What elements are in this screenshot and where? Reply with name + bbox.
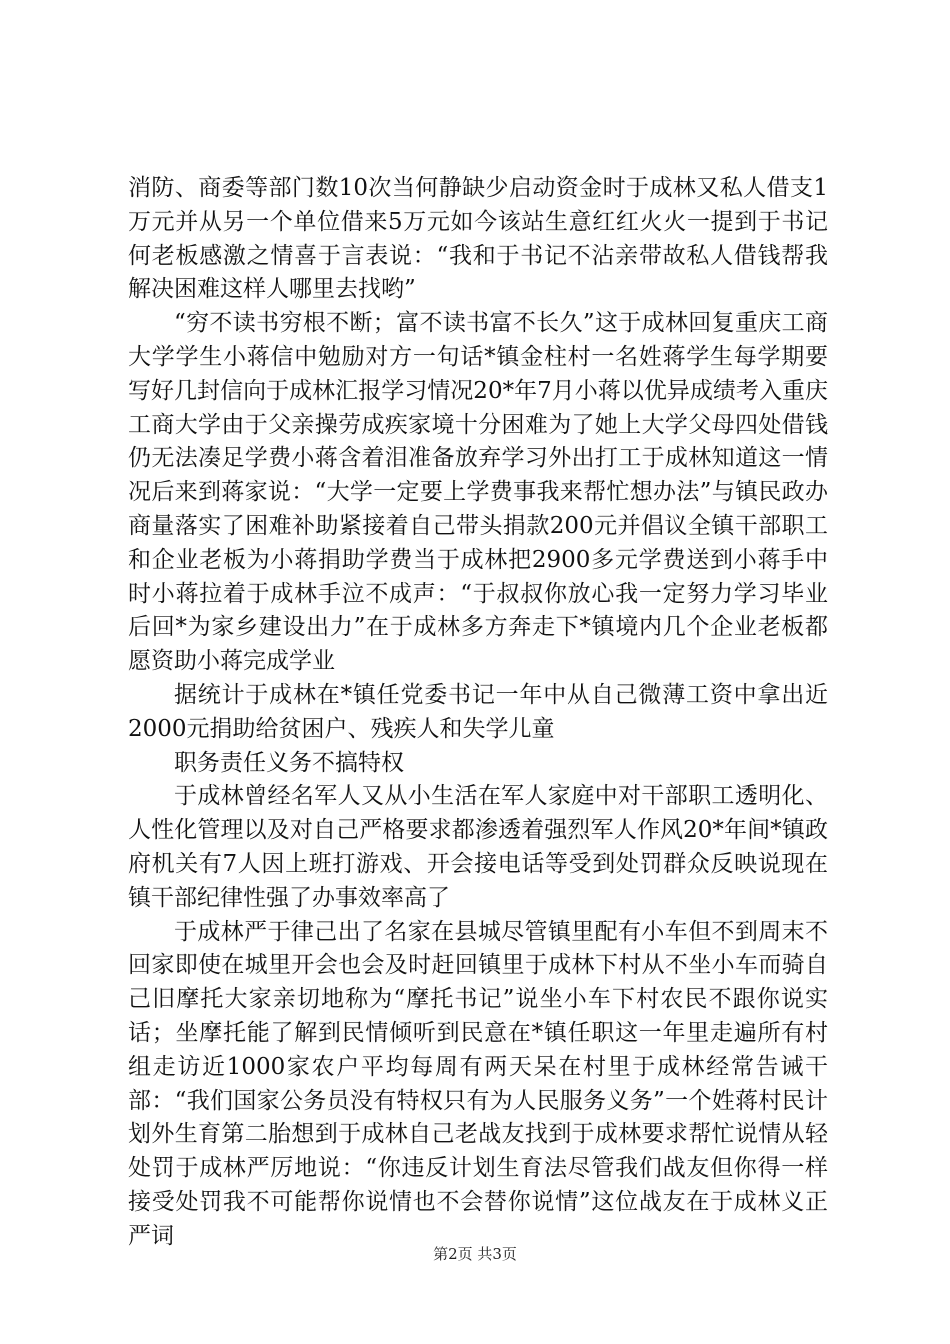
- paragraph-2: “穷不读书穷根不断；富不读书富不长久”这于成林回复重庆工商大学学生小蒋信中勉励对方一句话*镇金柱村一名姓蒋学生每学期要写好几封信向于成林汇报学习情况20*年7月小蒋以优异成绩考入重庆工商大学由于父亲操劳成疾家境十分困难为了她上大学父母四处借钱仍无法凑足学费小蒋含着泪准备放弃学习外出打工于成林知道这一情况后来到蒋家说：“大学一定要上学费事我来帮忙想办法”与镇民政办商量落实了困难补助紧接着自己带头捐款200元并倡议全镇干部职工和企业老板为小蒋捐助学费当于成林把2900多元学费送到小蒋手中时小蒋拉着于成林手泣不成声：“于叔叔你放心我一定努力学习毕业后回*为家乡建设出力”在于成林多方奔走下*镇境内几个企业老板都愿资助小蒋完成学业: [128, 310, 828, 675]
- paragraph-5: 于成林严于律己出了名家在县城尽管镇里配有小车但不到周末不回家即使在城里开会也会及时赶回镇里于成林下村从不坐小车而骑自己旧摩托大家亲切地称为“摩托书记”说坐小车下村农民不跟你说实话；坐摩托能了解到民情倾听到民意在*镇任职这一年里走遍所有村组走访近1000家农户平均每周有两天呆在村里于成林经常告诫干部：“我们国家公务员没有特权只有为人民服务义务”一个姓蒋村民计划外生育第二胎想到于成林自己老战友找到于成林要求帮忙说情从轻处罚于成林严厉地说：“你违反计划生育法尽管我们战友但你得一样接受处罚我不可能帮你说情也不会替你说情”这位战友在于成林义正严词: [128, 918, 828, 1249]
- section-heading: 职务责任义务不搞特权: [174, 749, 404, 776]
- paragraph-3: 据统计于成林在*镇任党委书记一年中从自己微薄工资中拿出近2000元捐助给贫困户、残疾人和失学儿童: [128, 681, 828, 742]
- paragraph-1: 消防、商委等部门数10次当何静缺少启动资金时于成林又私人借支1万元并从另一个单位借来5万元如今该站生意红红火火一提到于书记何老板感激之情喜于言表说：“我和于书记不沾亲带故私人借钱帮我解决困难这样人哪里去找哟”: [128, 175, 828, 303]
- document-body: [128, 172, 828, 1254]
- page-number-footer: 第2页 共3页: [433, 1245, 517, 1263]
- paragraph-4: 于成林曾经名军人又从小生活在军人家庭中对干部职工透明化、人性化管理以及对自己严格要求都渗透着强烈军人作风20*年间*镇政府机关有7人因上班打游戏、开会接电话等受到处罚群众反映说现在镇干部纪律性强了办事效率高了: [128, 783, 828, 911]
